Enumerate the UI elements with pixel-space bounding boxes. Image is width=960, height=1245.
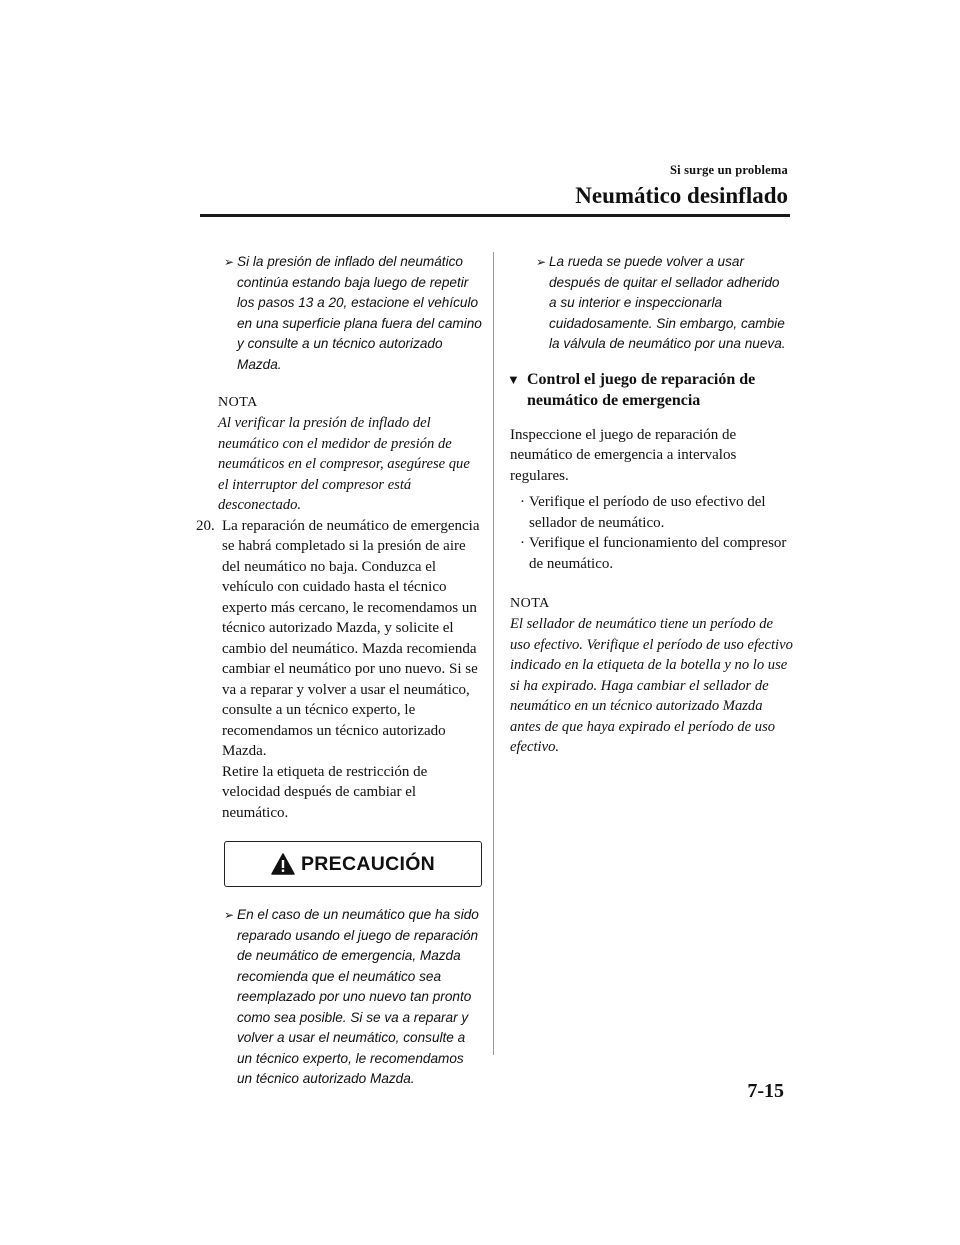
column-divider [493, 252, 494, 1055]
page-title: Neumático desinflado [575, 183, 788, 208]
header-divider [200, 214, 790, 217]
note-block [510, 594, 795, 758]
note-block [218, 393, 482, 516]
check-list [520, 492, 795, 574]
caution-banner [224, 841, 482, 887]
list-item-text: Verifique el período de uso efectivo del sellador de neumático. [529, 494, 766, 531]
chapter-label: Si surge un problema [669, 163, 788, 177]
list-item [520, 533, 795, 574]
note-label: NOTA [510, 596, 550, 611]
section-heading [507, 369, 795, 411]
right-column [507, 252, 795, 758]
dot-bullet-icon: · [520, 535, 525, 551]
bullet-text: En el caso de un neumático que ha sido reparado usando el juego de reparación de neumático de emergencia, Mazda recomienda que el neumático sea reemplazado por uno nuevo tan pronto como sea posible. Si se va a reparar y volver a usar el neumático, consulte a un técnico experto, le recomendamos un técnico autorizado Mazda. [237, 907, 479, 1086]
step-20 [196, 516, 482, 824]
caution-bullet-replace [224, 905, 482, 1090]
arrow-bullet-icon: ➢ [224, 908, 235, 922]
caution-bullet-inflation [224, 252, 482, 375]
caution-label: PRECAUCIÓN [300, 852, 436, 875]
list-item [520, 492, 795, 533]
section-heading-text: Control el juego de reparación de neumático de emergencia [527, 370, 756, 409]
note-label: NOTA [218, 395, 258, 410]
section-intro: Inspeccione el juego de reparación de neumático de emergencia a intervalos regulares. [510, 426, 737, 484]
note-text: El sellador de neumático tiene un período de uso efectivo. Verifique el período de uso efectivo indicado en la etiqueta de la botella y no lo use si ha expirado. Haga cambiar el sellador de neumático en un técnico autorizado Mazda antes de que haya expirado el período de uso efectivo. [510, 616, 793, 755]
caution-bullet-wheel [536, 252, 786, 355]
dot-bullet-icon: · [520, 494, 525, 510]
bullet-text: La rueda se puede volver a usar después de quitar el sellador adherido a su interior e inspeccionarla cuidadosamente. Sin embargo, cambie la válvula de neumático por una nueva. [549, 254, 786, 351]
arrow-bullet-icon: ➢ [536, 255, 547, 269]
page-number: 7-15 [747, 1080, 784, 1102]
list-item-text: Verifique el funcionamiento del compresor de neumático. [529, 535, 787, 572]
step-number: 20. [196, 517, 215, 534]
left-column [196, 252, 482, 1090]
note-text: Al verificar la presión de inflado del neumático con el medidor de presión de neumáticos en el compresor, asegúrese que el interruptor del compresor está desconectado. [218, 415, 470, 513]
step-text: La reparación de neumático de emergencia se habrá completado si la presión de aire del neumático no baja. Conduzca el vehículo con cuidado hasta el técnico experto más cercano, le recomendamos un técnico autorizado Mazda, y solicite el cambio del neumático. Mazda recomienda cambiar el neumático por uno nuevo. Si se va a reparar y volver a usar el neumático, consulte a un técnico experto, le recomendamos un técnico autorizado Mazda. [222, 517, 480, 759]
warning-triangle-icon [271, 853, 295, 875]
bullet-text: Si la presión de inflado del neumático continúa estando baja luego de repetir los pasos 13 a 20, estacione el vehículo en una superficie plana fuera del camino y consulte a un técnico autorizado Mazda. [237, 254, 482, 372]
step-text-extra: Retire la etiqueta de restricción de velocidad después de cambiar el neumático. [222, 763, 428, 821]
arrow-bullet-icon: ➢ [224, 255, 235, 269]
triangle-down-icon: ▼ [507, 371, 520, 387]
